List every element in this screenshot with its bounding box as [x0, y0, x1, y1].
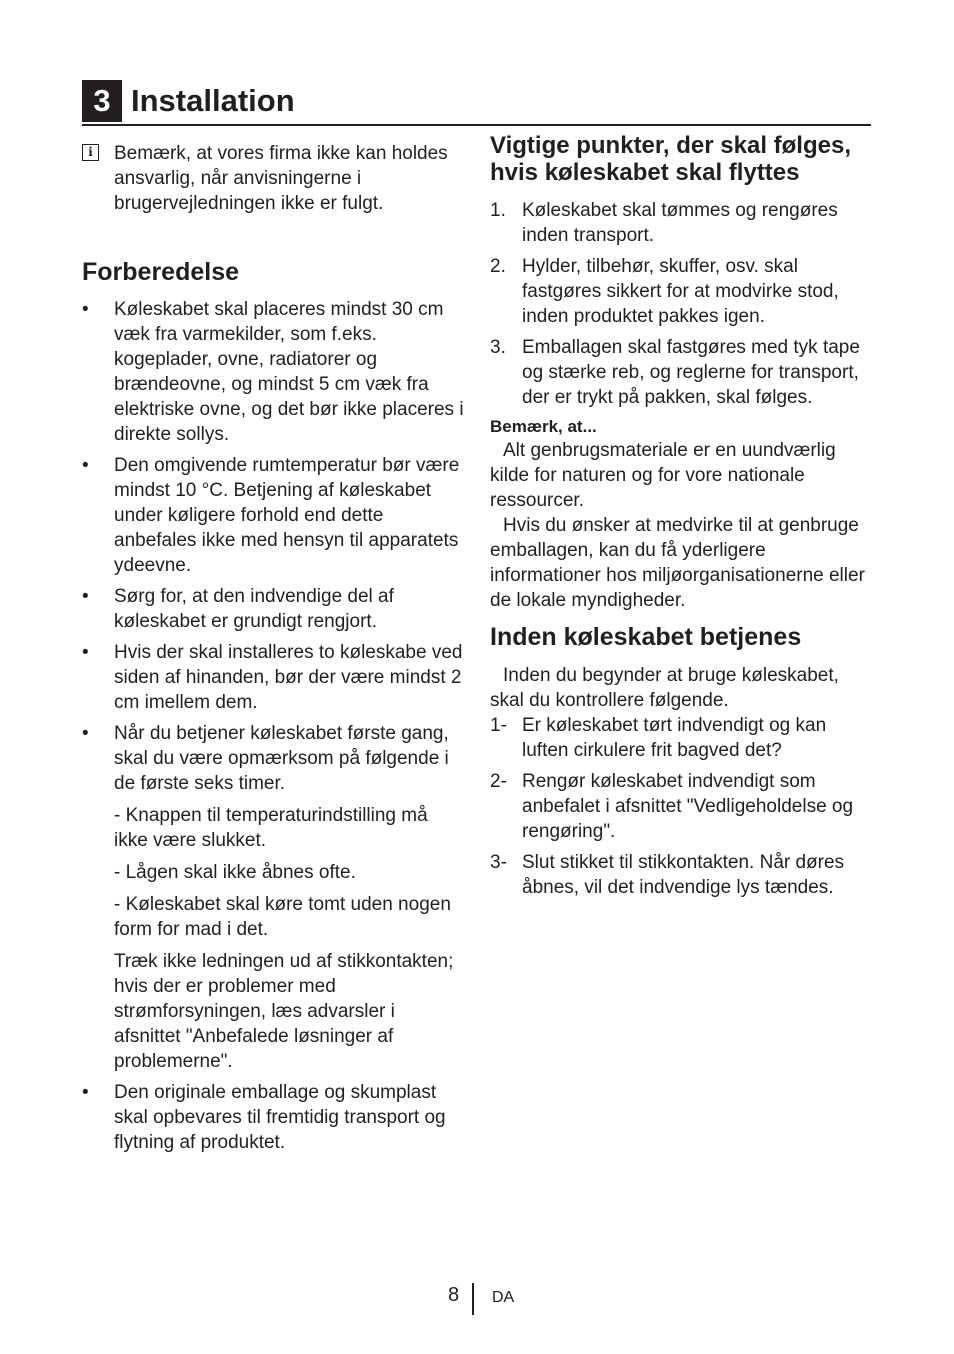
list-item: 2- Rengør køleskabet indvendigt som anbefalet i afsnittet "Vedligeholdelse og rengøring". [490, 771, 854, 842]
chapter-number: 3 [82, 80, 122, 122]
info-icon: i [82, 144, 99, 161]
list-item: 2. Hylder, tilbehør, skuffer, osv. skal fastgøres sikkert for at modvirke stod, inden produktet pakkes igen. [490, 256, 839, 327]
liability-note [82, 141, 466, 216]
list-item: • Sørg for, at den indvendige del af køleskabet er grundigt rengjort. [82, 586, 394, 632]
list-item: 1- Er køleskabet tørt indvendigt og kan luften cirkulere frit bagved det? [490, 715, 827, 761]
chapter-header [82, 80, 871, 126]
list-item: • Når du betjener køleskabet første gang, skal du være opmærksom på følgende i de første seks timer. - Knappen til temperaturindstilling må ikke være slukket. - Lågen skal ikke åbnes ofte. - Køleskabet skal køre tomt uden nogen form for mad i det. Træk ikke ledningen ud af stikkontakten; hvis der er problemer med strømforsyningen, læs advarsler i afsnittet "Anbefalede løsninger af problemerne". [82, 721, 466, 1074]
list-item: 3- Slut stikket til stikkontakten. Når døres åbnes, vil det indvendige lys tændes. [490, 852, 845, 898]
before-use-list [490, 713, 874, 900]
chapter-title: Installation [131, 83, 295, 118]
bullet-icon: • [82, 455, 89, 476]
language-code: DA [492, 1289, 515, 1306]
first-use-sub-item: - Knappen til temperaturindstilling må ikke være slukket. [114, 805, 428, 851]
subheading-bemaerk: Bemærk, at... [490, 417, 597, 436]
recycling-paragraph: Alt genbrugsmateriale er en uundværlig kilde for naturen og for vore nationale ressourcer. [490, 440, 836, 511]
left-column [82, 141, 466, 1161]
first-use-sub-item: - Køleskabet skal køre tomt uden nogen form for mad i det. [114, 894, 451, 940]
bullet-icon: • [82, 1082, 89, 1103]
list-item: • Den originale emballage og skumplast skal opbevares til fremtidig transport og flytning af produktet. [82, 1082, 446, 1153]
list-item: 1. Køleskabet skal tømmes og rengøres inden transport. [490, 200, 838, 246]
page-number: 8 [448, 1284, 460, 1306]
recycling-paragraph: Hvis du ønsker at medvirke til at genbruge emballagen, kan du få yderligere informationer hos miljøorganisationerne eller de lokale myndigheder. [490, 515, 865, 611]
intro-paragraph: Inden du begynder at bruge køleskabet, skal du kontrollere følgende. [490, 665, 839, 711]
liability-note-text: Bemærk, at vores firma ikke kan holdes ansvarlig, når anvisningerne i brugervejledningen ikke er fulgt. [114, 143, 448, 214]
section-heading-inden: Inden køleskabet betjenes [490, 623, 802, 651]
list-item: • Køleskabet skal placeres mindst 30 cm væk fra varmekilder, som f.eks. kogeplader, ovne, radiatorer og brændeovne, og mindst 5 cm væk fra elektriske ovne, og det bør ikke placeres i direkte sollys. [82, 299, 464, 445]
moving-list [490, 198, 874, 410]
bullet-icon: • [82, 586, 89, 607]
list-item: • Den omgivende rumtemperatur bør være mindst 10 °C. Betjening af køleskabet under køligere forhold end dette anbefales ikke med hensyn til apparatets ydeevne. [82, 455, 460, 576]
list-item: 3. Emballagen skal fastgøres med tyk tape og stærke reb, og reglerne for transport, der er trykt på pakken, skal følges. [490, 337, 860, 408]
preparation-list [82, 297, 466, 1155]
bullet-icon: • [82, 642, 89, 663]
bullet-icon: • [82, 299, 89, 320]
page-footer [0, 1283, 954, 1317]
first-use-sub-item: Træk ikke ledningen ud af stikkontakten; hvis der er problemer med strømforsyningen, læs advarsler i afsnittet "Anbefalede løsninger af problemerne". [114, 951, 454, 1072]
list-item: • Hvis der skal installeres to køleskabe ved siden af hinanden, bør der være mindst 2 cm imellem dem. [82, 642, 463, 713]
section-heading-forberedelse: Forberedelse [82, 258, 240, 286]
section-heading-flytning: Vigtige punkter, der skal følges, hvis køleskabet skal flyttes [490, 132, 851, 186]
right-column [490, 132, 874, 906]
bullet-icon: • [82, 723, 89, 744]
footer-divider [472, 1283, 474, 1315]
first-use-sub-item: - Lågen skal ikke åbnes ofte. [114, 862, 356, 883]
